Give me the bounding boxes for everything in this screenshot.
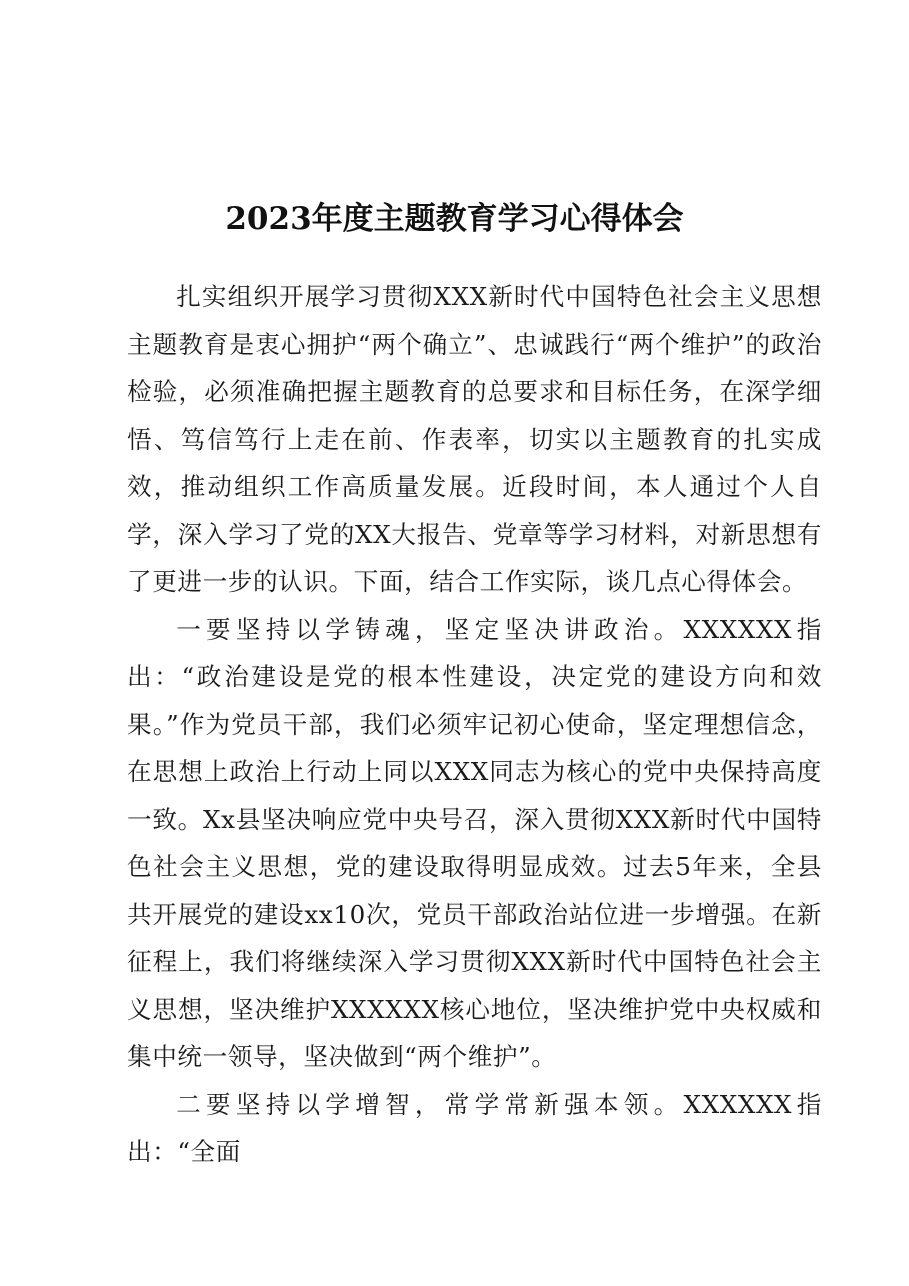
document-body <box>127 273 822 1176</box>
document-title: 2023年度主题教育学习心得体会 <box>225 201 684 237</box>
paragraph-point-two: 二要坚持以学增智，常学常新强本领。XXXXXX指出：“全面 <box>127 1089 822 1166</box>
paragraph-point-one: 一要坚持以学铸魂，坚定坚决讲政治。XXXXXX指出：“政治建设是党的根本性建设，决定党的建设方向和效果。”作为党员干部，我们必须牢记初心使命，坚定理想信念，在思想上政治上行动上同以XXX同志为核心的党中央保持高度一致。Xx县坚决响应党中央号召，深入贯彻XXX新时代中国特色社会主义思想，党的建设取得明显成效。过去5年来，全县共开展党的建设xx10次，党员干部政治站位进一步增强。在新征程上，我们将继续深入学习贯彻XXX新时代中国特色社会主义思想，坚决维护XXXXXX核心地位，坚决维护党中央权威和集中统一领导，坚决做到“两个维护”。 <box>127 614 822 1071</box>
paragraph-intro: 扎实组织开展学习贯彻XXX新时代中国特色社会主义思想主题教育是衷心拥护“两个确立”、忠诚践行“两个维护”的政治检验，必须准确把握主题教育的总要求和目标任务，在深学细悟、笃信笃行上走在前、作表率，切实以主题教育的扎实成效，推动组织工作高质量发展。近段时间，本人通过个人自学，深入学习了党的XX大报告、党章等学习材料，对新思想有了更进一步的认识。下面，结合工作实际，谈几点心得体会。 <box>127 282 822 596</box>
